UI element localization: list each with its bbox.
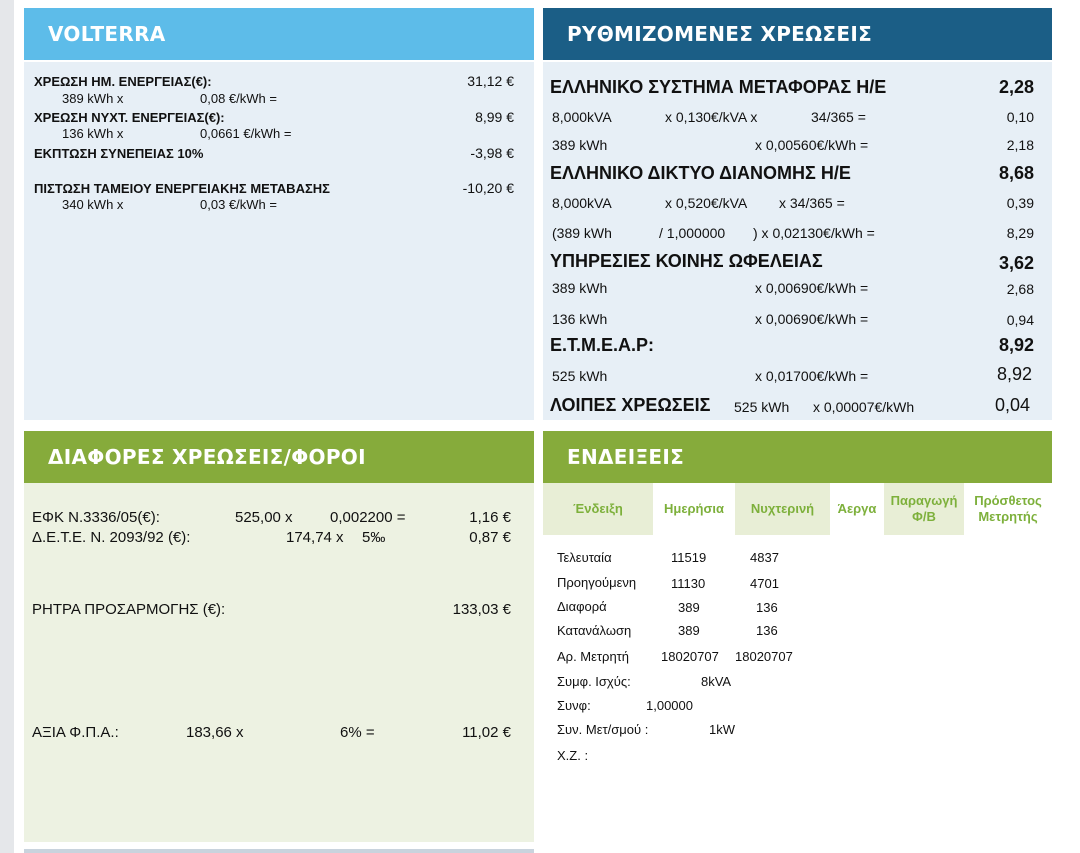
etmear-total: 8,92 [998,335,1034,355]
etmear-row1-rate: x 0,01700€/kWh = [755,368,869,384]
col-day: Ημερήσια [664,501,724,516]
transmission-row2-value: 2,18 [1006,137,1034,153]
xz-label: Χ.Ζ. : [557,748,589,763]
night-charge-kwh: 136 kWh x [62,126,124,141]
dete-amount: 0,87 € [469,529,511,546]
credit-amount: -10,20 € [462,180,514,196]
credit-label: ΠΙΣΤΩΣΗ ΤΑΜΕΙΟΥ ΕΝΕΡΓΕΙΑΚΗΣ ΜΕΤΑΒΑΣΗΣ [34,181,330,196]
discount-amount: -3,98 € [470,145,514,161]
public-service-total: 3,62 [998,253,1034,273]
public-service-row2-qty: 136 kWh [552,311,608,327]
transmission-total: 2,28 [998,77,1034,97]
contract-power-value: 8kVA [701,674,732,689]
etmear-label: Ε.Τ.Μ.Ε.Α.Ρ: [550,335,655,355]
contract-power-label: Συμφ. Ισχύς: [557,674,631,689]
volterra-body [24,62,534,420]
night-charge-rate: 0,0661 €/kWh = [200,126,292,141]
discount-label: ΕΚΠΤΩΣΗ ΣΥΝΕΠΕΙΑΣ 10% [34,146,204,161]
row-meter-no-night: 18020707 [735,649,793,664]
transmission-row1-rate: x 0,130€/kVA x [665,109,758,125]
night-charge-amount: 8,99 € [475,109,514,125]
public-service-row2-rate: x 0,00690€/kWh = [755,311,869,327]
night-charge-label: ΧΡΕΩΣΗ ΝΥΧΤ. ΕΝΕΡΓΕΙΑΣ(€): [34,110,225,125]
efk-amount: 1,16 € [469,509,511,526]
etmear-row1-value: 8,92 [996,364,1032,384]
volterra-panel [24,8,534,420]
day-charge-rate: 0,08 €/kWh = [200,91,277,106]
etmear-row1-qty: 525 kWh [552,368,608,384]
other-charges-label: ΛΟΙΠΕΣ ΧΡΕΩΣΕΙΣ [550,395,711,415]
transformer-value: 1kW [709,722,735,737]
row-previous-night: 4701 [750,576,779,591]
cosphi-label: Συνφ: [557,698,591,713]
efk-rate: 0,002200 = [330,509,406,526]
bottom-divider [24,849,534,853]
vat-amount: 11,02 € [462,724,511,741]
row-last-night: 4837 [750,550,779,565]
dete-rate: 5‰ [362,529,386,546]
credit-kwh: 340 kWh x [62,197,124,212]
row-consumption-label: Κατανάλωση [557,623,632,638]
regulated-charges-header: ΡΥΘΜΙΖΟΜΕΝΕΣ ΧΡΕΩΣΕΙΣ [543,8,1052,60]
efk-label: ΕΦΚ Ν.3336/05(€): [32,509,160,526]
other-charges-rate: x 0,00007€/kWh [813,399,915,415]
distribution-row1-value: 0,39 [1006,195,1034,211]
day-charge-kwh: 389 kWh x [62,91,124,106]
transmission-label: ΕΛΛΗΝΙΚΟ ΣΥΣΤΗΜΑ ΜΕΤΑΦΟΡΑΣ Η/Ε [550,77,887,97]
distribution-row1-rate: x 0,520€/kVA [665,195,748,211]
public-service-row1-rate: x 0,00690€/kWh = [755,280,869,296]
dete-base: 174,74 x [286,529,344,546]
row-previous-day: 11130 [671,576,706,591]
row-difference-day: 389 [678,600,700,615]
transmission-row2-qty: 389 kWh [552,137,608,153]
col-pv: Παραγωγή Φ/Β [884,483,964,535]
row-meter-no-label: Αρ. Μετρητή [557,649,630,664]
transmission-row1-value: 0,10 [1006,109,1034,125]
distribution-row2-ratio: / 1,000000 [659,225,726,241]
transmission-row1-days: 34/365 = [811,109,866,125]
distribution-label: ΕΛΛΗΝΙΚΟ ΔΙΚΤΥΟ ΔΙΑΝΟΜΗΣ Η/Ε [550,163,851,183]
adjustment-clause-label: ΡΗΤΡΑ ΠΡΟΣΑΡΜΟΓΗΣ (€): [32,601,226,618]
readings-body [543,483,1052,853]
row-difference-label: Διαφορά [557,599,607,614]
day-charge-amount: 31,12 € [467,73,514,89]
distribution-row2-rate: ) x 0,02130€/kWh = [753,225,875,241]
row-last-label: Τελευταία [557,550,612,565]
col-extra-meter: Πρόσθετος Μετρητής [974,493,1042,524]
distribution-row2-qty: (389 kWh [552,225,612,241]
col-night: Νυχτερινή [735,483,830,535]
taxes-panel [24,431,534,842]
readings-header: ΕΝΔΕΙΞΕΙΣ [543,431,1052,483]
regulated-charges-panel [543,8,1052,420]
adjustment-clause-amount: 133,03 € [452,601,511,618]
taxes-header: ΔΙΑΦΟΡΕΣ ΧΡΕΩΣΕΙΣ/ΦΟΡΟΙ [24,431,534,483]
dete-label: Δ.Ε.Τ.Ε. Ν. 2093/92 (€): [32,529,191,546]
cosphi-value: 1,00000 [646,698,693,713]
col-reading: Ένδειξη [543,483,653,535]
readings-panel [543,431,1052,853]
credit-rate: 0,03 €/kWh = [200,197,277,212]
taxes-body [24,483,534,842]
distribution-row1-qty: 8,000kVA [552,195,612,211]
other-charges-qty: 525 kWh [734,399,790,415]
other-charges-value: 0,04 [994,395,1030,415]
transformer-label: Συν. Μετ/σμού : [557,722,649,737]
volterra-header: VOLTERRA [24,8,534,60]
distribution-row2-value: 8,29 [1006,225,1034,241]
row-meter-no-day: 18020707 [661,649,719,664]
page-left-margin [0,0,14,853]
row-consumption-day: 389 [678,623,700,638]
day-charge-label: ΧΡΕΩΣΗ ΗΜ. ΕΝΕΡΓΕΙΑΣ(€): [34,74,212,89]
row-difference-night: 136 [756,600,778,615]
public-service-row1-value: 2,68 [1006,281,1034,297]
vat-label: ΑΞΙΑ Φ.Π.Α.: [32,724,119,741]
col-reactive: Άεργα [837,501,877,516]
row-last-day: 11519 [671,550,707,565]
public-service-row1-qty: 389 kWh [552,280,608,296]
transmission-row2-rate: x 0,00560€/kWh = [755,137,869,153]
row-previous-label: Προηγούμενη [557,575,637,590]
public-service-label: ΥΠΗΡΕΣΙΕΣ ΚΟΙΝΗΣ ΩΦΕΛΕΙΑΣ [550,251,823,271]
vat-rate: 6% = [340,724,375,741]
vat-base: 183,66 x [186,724,244,741]
regulated-charges-body [543,62,1052,420]
public-service-row2-value: 0,94 [1006,312,1034,328]
row-consumption-night: 136 [756,623,778,638]
efk-base: 525,00 x [235,509,293,526]
distribution-row1-days: x 34/365 = [779,195,845,211]
distribution-total: 8,68 [998,163,1034,183]
transmission-row1-qty: 8,000kVA [552,109,612,125]
